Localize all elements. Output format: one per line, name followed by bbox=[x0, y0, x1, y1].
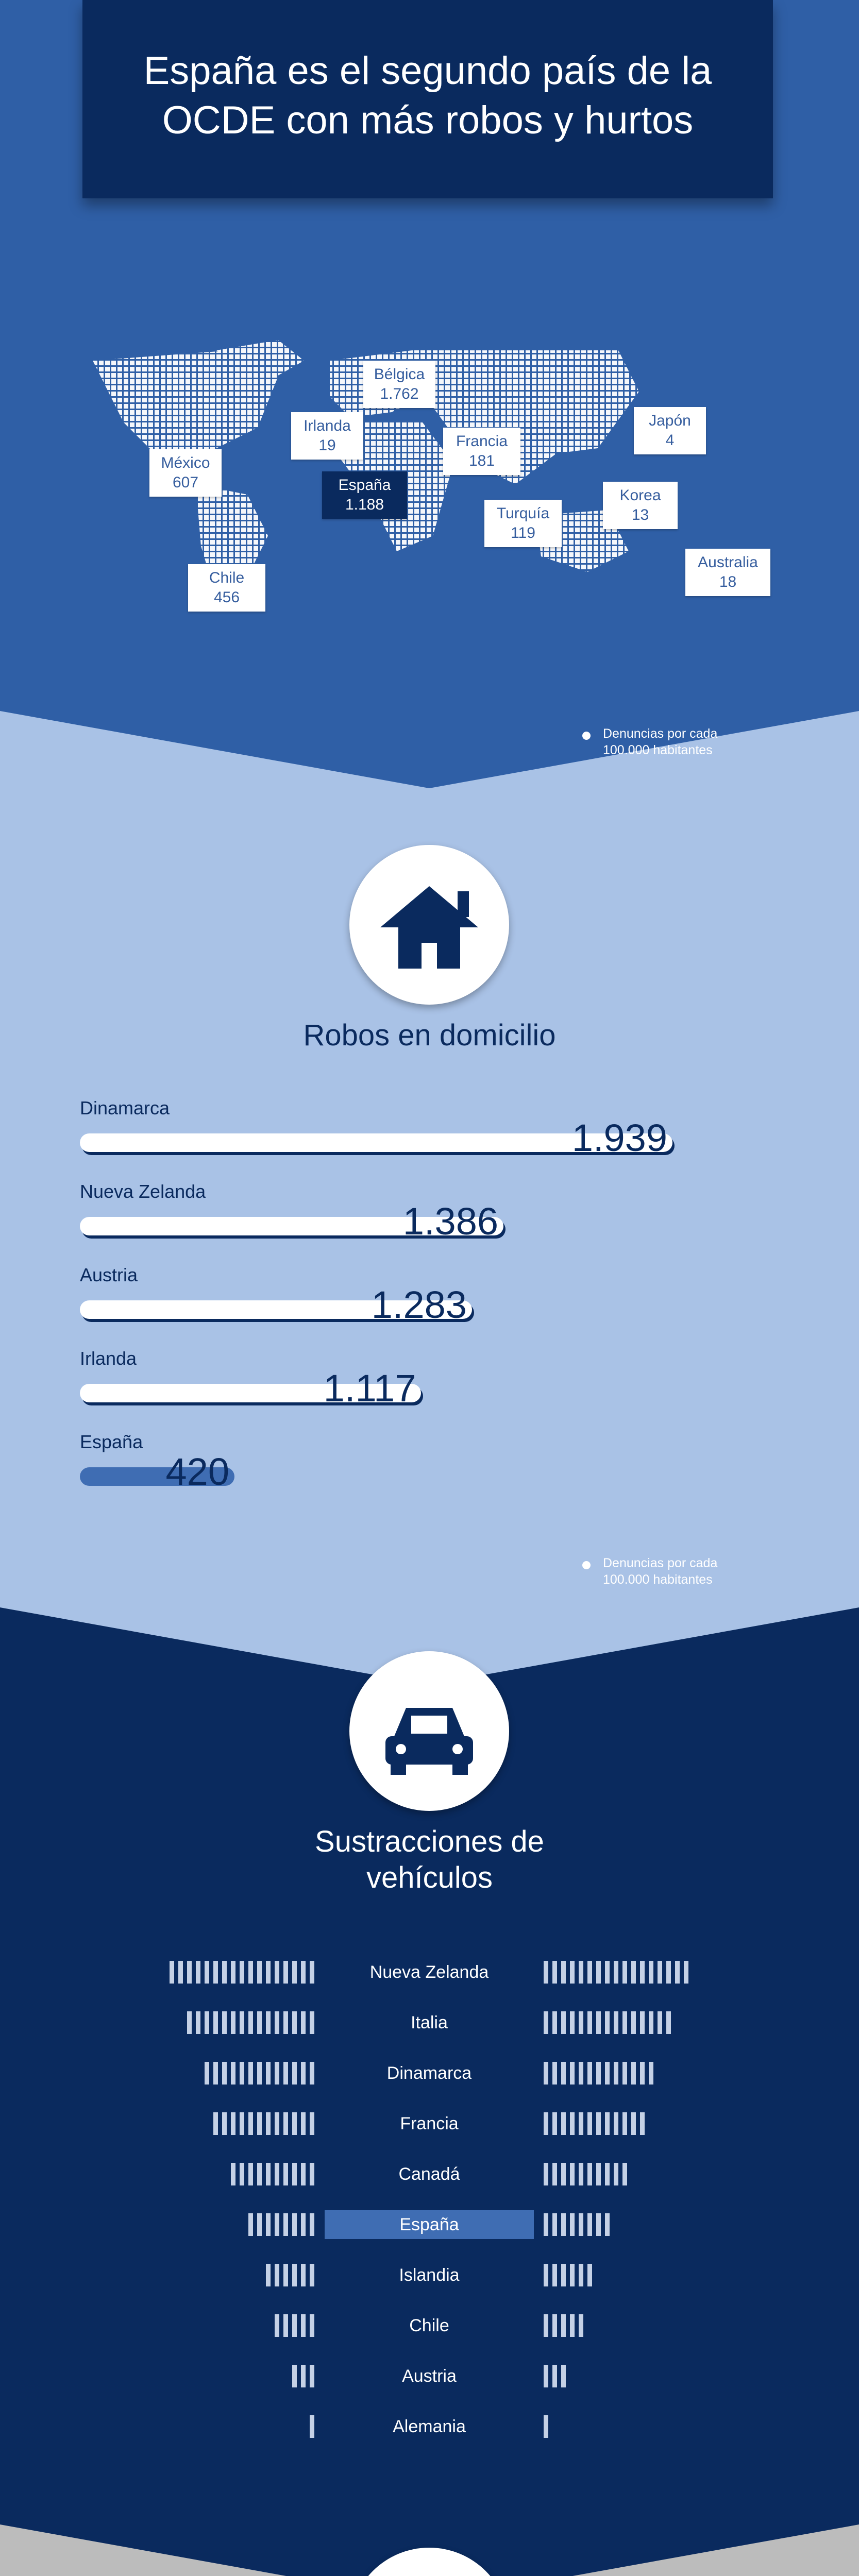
map-tag-country: Japón bbox=[649, 412, 691, 429]
tick-mark bbox=[587, 1961, 592, 1984]
tick-mark bbox=[283, 2011, 288, 2034]
tick-mark bbox=[561, 2314, 566, 2337]
tick-mark bbox=[222, 2011, 227, 2034]
tick-mark bbox=[310, 2365, 314, 2387]
tick-mark bbox=[275, 2011, 279, 2034]
tick-mark bbox=[587, 2062, 592, 2084]
tick-mark bbox=[248, 1961, 253, 1984]
vehiculos-row bbox=[0, 2160, 859, 2191]
tick-mark bbox=[666, 2011, 671, 2034]
tick-mark bbox=[301, 2112, 306, 2135]
tick-mark bbox=[614, 2011, 618, 2034]
vehiculos-row bbox=[0, 2210, 859, 2241]
tick-mark bbox=[310, 2062, 314, 2084]
tick-mark bbox=[579, 2062, 583, 2084]
tick-mark bbox=[622, 2062, 627, 2084]
tick-mark bbox=[248, 2062, 253, 2084]
tick-mark bbox=[292, 2011, 297, 2034]
tick-mark bbox=[283, 2213, 288, 2236]
tick-mark bbox=[248, 2213, 253, 2236]
robos-country-label: Dinamarca bbox=[80, 1097, 170, 1118]
map-footnote bbox=[603, 725, 717, 758]
tick-mark bbox=[552, 2112, 557, 2135]
tick-mark bbox=[231, 2112, 235, 2135]
tick-mark bbox=[196, 1961, 200, 1984]
vehiculos-country-label: Austria bbox=[402, 2366, 457, 2386]
tick-mark bbox=[587, 2112, 592, 2135]
tick-mark bbox=[605, 2011, 610, 2034]
tick-mark bbox=[240, 2062, 244, 2084]
tick-mark bbox=[570, 2062, 575, 2084]
tick-mark bbox=[658, 1961, 662, 1984]
tick-mark bbox=[666, 1961, 671, 1984]
tick-mark bbox=[205, 2062, 209, 2084]
tick-mark bbox=[552, 2314, 557, 2337]
house-icon-circle bbox=[349, 845, 509, 1005]
tick-mark bbox=[292, 2163, 297, 2185]
vehiculos-country-label: Chile bbox=[409, 2316, 449, 2335]
vehiculos-ticks-left bbox=[275, 2314, 314, 2337]
map-tag-country: México bbox=[161, 454, 210, 471]
bullet-icon bbox=[582, 732, 591, 740]
tick-mark bbox=[231, 2163, 235, 2185]
tick-mark bbox=[596, 1961, 601, 1984]
tick-mark bbox=[622, 2163, 627, 2185]
tick-mark bbox=[301, 1961, 306, 1984]
tick-mark bbox=[187, 2011, 192, 2034]
tick-mark bbox=[266, 2264, 271, 2286]
tick-mark bbox=[292, 2062, 297, 2084]
tick-mark bbox=[310, 2163, 314, 2185]
map-tag-value: 181 bbox=[468, 452, 495, 469]
tick-mark bbox=[570, 2213, 575, 2236]
tick-mark bbox=[266, 1961, 271, 1984]
tick-mark bbox=[544, 1961, 548, 1984]
tick-mark bbox=[240, 1961, 244, 1984]
map-tag-value: 18 bbox=[719, 573, 737, 590]
robos-footnote-line-1: Denuncias por cada bbox=[603, 1556, 718, 1570]
tick-mark bbox=[614, 1961, 618, 1984]
tick-mark bbox=[605, 2062, 610, 2084]
vehiculos-ticks-right bbox=[544, 2213, 610, 2236]
tick-mark bbox=[552, 2365, 557, 2387]
tick-mark bbox=[579, 2112, 583, 2135]
tick-mark bbox=[631, 2112, 636, 2135]
map-tag-espana bbox=[322, 471, 407, 519]
vehiculos-ticks-left bbox=[266, 2264, 314, 2286]
tick-mark bbox=[275, 2213, 279, 2236]
tick-mark bbox=[561, 2011, 566, 2034]
tick-mark bbox=[240, 2163, 244, 2185]
tick-mark bbox=[283, 1961, 288, 1984]
vehiculos-ticks-right bbox=[544, 2011, 671, 2034]
tick-mark bbox=[222, 2112, 227, 2135]
tick-mark bbox=[292, 2264, 297, 2286]
tick-mark bbox=[579, 2011, 583, 2034]
tick-mark bbox=[596, 2011, 601, 2034]
tick-mark bbox=[240, 2112, 244, 2135]
tick-mark bbox=[283, 2112, 288, 2135]
tick-mark bbox=[631, 2011, 636, 2034]
robos-footnote-line-2: 100.000 habitantes bbox=[603, 1572, 713, 1587]
house-icon bbox=[349, 845, 509, 1005]
tick-mark bbox=[570, 1961, 575, 1984]
vehiculos-ticks-left bbox=[213, 2112, 314, 2135]
tick-mark bbox=[649, 1961, 653, 1984]
tick-mark bbox=[579, 2163, 583, 2185]
tick-mark bbox=[570, 2163, 575, 2185]
tick-mark bbox=[266, 2213, 271, 2236]
map-tag-country: Turquía bbox=[496, 505, 550, 522]
map-tag-country: Bélgica bbox=[374, 366, 425, 383]
tick-mark bbox=[552, 2264, 557, 2286]
tick-mark bbox=[544, 2365, 548, 2387]
tick-mark bbox=[257, 2163, 262, 2185]
vehiculos-country-label: Italia bbox=[411, 2013, 448, 2032]
tick-mark bbox=[222, 1961, 227, 1984]
tick-mark bbox=[301, 2062, 306, 2084]
tick-mark bbox=[596, 2163, 601, 2185]
map-tag-value: 1.762 bbox=[380, 385, 419, 402]
tick-mark bbox=[605, 2112, 610, 2135]
tick-mark bbox=[257, 1961, 262, 1984]
chevron-divider-1 bbox=[0, 634, 859, 788]
tick-mark bbox=[552, 2011, 557, 2034]
tick-mark bbox=[310, 2314, 314, 2337]
vehiculos-country-label: Islandia bbox=[399, 2265, 460, 2285]
map-tag-chile bbox=[188, 564, 265, 612]
page-title-line-2: OCDE con más robos y hurtos bbox=[162, 98, 694, 142]
tick-mark bbox=[310, 1961, 314, 1984]
vehiculos-ticks-left bbox=[310, 2415, 314, 2438]
tick-mark bbox=[614, 2112, 618, 2135]
vehiculos-country-label: Nueva Zelanda bbox=[369, 1962, 489, 1982]
robos-country-label: Irlanda bbox=[80, 1348, 137, 1369]
robos-country-label: Austria bbox=[80, 1264, 138, 1285]
tick-mark bbox=[640, 2112, 645, 2135]
vehiculos-country-label: Dinamarca bbox=[386, 2063, 472, 2083]
car-icon-circle bbox=[349, 1651, 509, 1811]
robos-value: 1.283 bbox=[371, 1283, 467, 1326]
tick-mark bbox=[561, 1961, 566, 1984]
tick-mark bbox=[231, 1961, 235, 1984]
vehiculos-ticks-right bbox=[544, 1961, 688, 1984]
vehiculos-row bbox=[0, 2261, 859, 2292]
map-footnote-line-1: Denuncias por cada bbox=[603, 726, 718, 741]
vehiculos-ticks-right bbox=[544, 2163, 627, 2185]
tick-mark bbox=[596, 2213, 601, 2236]
robos-value: 420 bbox=[165, 1450, 229, 1493]
vehiculos-ticks-right bbox=[544, 2112, 645, 2135]
tick-mark bbox=[170, 1961, 174, 1984]
vehiculos-ticks-left bbox=[248, 2213, 314, 2236]
tick-mark bbox=[561, 2112, 566, 2135]
tick-mark bbox=[544, 2314, 548, 2337]
tick-mark bbox=[213, 2112, 218, 2135]
tick-mark bbox=[275, 1961, 279, 1984]
tick-mark bbox=[266, 2163, 271, 2185]
map-tag-value: 13 bbox=[631, 506, 649, 523]
map-tag-value: 4 bbox=[665, 432, 675, 449]
vehiculos-country-label: Francia bbox=[400, 2114, 459, 2133]
tick-mark bbox=[213, 2062, 218, 2084]
tick-mark bbox=[561, 2163, 566, 2185]
robos-value: 1.117 bbox=[323, 1367, 416, 1410]
map-tag-value: 456 bbox=[213, 589, 240, 606]
tick-mark bbox=[205, 2011, 209, 2034]
tick-mark bbox=[579, 2314, 583, 2337]
tick-mark bbox=[640, 2062, 645, 2084]
vehiculos-row bbox=[0, 2412, 859, 2443]
tick-mark bbox=[310, 2415, 314, 2438]
vehiculos-ticks-right bbox=[544, 2365, 566, 2387]
tick-mark bbox=[631, 2062, 636, 2084]
map-tag-country: Australia bbox=[698, 554, 758, 571]
tick-mark bbox=[231, 2011, 235, 2034]
map-tag-country: Francia bbox=[456, 433, 508, 450]
vehiculos-ticks-left bbox=[170, 1961, 314, 1984]
vehiculos-title bbox=[0, 1824, 859, 1896]
robos-country-label: España bbox=[80, 1431, 143, 1452]
tick-mark bbox=[283, 2314, 288, 2337]
vehiculos-ticks-right bbox=[544, 2062, 653, 2084]
robos-country-label: Nueva Zelanda bbox=[80, 1181, 206, 1202]
tick-mark bbox=[552, 2062, 557, 2084]
tick-mark bbox=[561, 2062, 566, 2084]
vehiculos-ticks-left bbox=[231, 2163, 314, 2185]
tick-mark bbox=[301, 2314, 306, 2337]
tick-mark bbox=[266, 2062, 271, 2084]
tick-mark bbox=[622, 2011, 627, 2034]
tick-mark bbox=[275, 2264, 279, 2286]
map-tag-korea bbox=[603, 482, 678, 529]
tick-mark bbox=[605, 2213, 610, 2236]
tick-mark bbox=[292, 1961, 297, 1984]
tick-mark bbox=[310, 2011, 314, 2034]
tick-mark bbox=[561, 2264, 566, 2286]
page-title bbox=[82, 46, 773, 145]
tick-mark bbox=[570, 2011, 575, 2034]
tick-mark bbox=[301, 2163, 306, 2185]
tick-mark bbox=[596, 2112, 601, 2135]
map-tag-japon bbox=[634, 407, 706, 454]
map-tag-turquia bbox=[484, 500, 562, 547]
tick-mark bbox=[561, 2213, 566, 2236]
tick-mark bbox=[301, 2365, 306, 2387]
tick-mark bbox=[579, 2213, 583, 2236]
robos-value: 1.939 bbox=[571, 1116, 667, 1159]
tick-mark bbox=[570, 2314, 575, 2337]
robos-footnote bbox=[603, 1555, 717, 1588]
tick-mark bbox=[544, 2264, 548, 2286]
tick-mark bbox=[622, 2112, 627, 2135]
tick-mark bbox=[187, 1961, 192, 1984]
map-tag-value: 607 bbox=[172, 474, 199, 491]
map-tag-mexico bbox=[149, 449, 222, 497]
tick-mark bbox=[196, 2011, 200, 2034]
tick-mark bbox=[257, 2011, 262, 2034]
tick-mark bbox=[544, 2112, 548, 2135]
tick-mark bbox=[248, 2112, 253, 2135]
tick-mark bbox=[240, 2011, 244, 2034]
tick-mark bbox=[605, 1961, 610, 1984]
tick-mark bbox=[310, 2112, 314, 2135]
map-tag-country: España bbox=[338, 477, 391, 494]
map-tag-belgica bbox=[363, 361, 435, 408]
tick-mark bbox=[552, 2163, 557, 2185]
map-tag-country: Irlanda bbox=[304, 417, 351, 434]
tick-mark bbox=[275, 2314, 279, 2337]
tick-mark bbox=[301, 2264, 306, 2286]
tick-mark bbox=[301, 2011, 306, 2034]
robos-title: Robos en domicilio bbox=[303, 1019, 556, 1052]
tick-mark bbox=[596, 2062, 601, 2084]
tick-mark bbox=[552, 2213, 557, 2236]
vehiculos-country-label: Canadá bbox=[398, 2164, 460, 2184]
page-title-line-1: España es el segundo país de la bbox=[143, 49, 712, 93]
tick-mark bbox=[552, 1961, 557, 1984]
vehiculos-title-line-1: Sustracciones de bbox=[315, 1825, 544, 1858]
map-tag-value: 1.188 bbox=[345, 496, 384, 513]
map-tag-irlanda bbox=[291, 412, 363, 460]
tick-mark bbox=[292, 2213, 297, 2236]
tick-mark bbox=[231, 2062, 235, 2084]
vehiculos-row bbox=[0, 2311, 859, 2342]
tick-mark bbox=[248, 2163, 253, 2185]
tick-mark bbox=[544, 2011, 548, 2034]
tick-mark bbox=[248, 2011, 253, 2034]
tick-mark bbox=[587, 2011, 592, 2034]
tick-mark bbox=[257, 2112, 262, 2135]
map-tag-value: 119 bbox=[511, 524, 535, 541]
vehiculos-row bbox=[0, 2109, 859, 2140]
vehiculos-ticks-right bbox=[544, 2415, 548, 2438]
map-tag-francia bbox=[443, 428, 520, 475]
tick-mark bbox=[684, 1961, 688, 1984]
tick-mark bbox=[614, 2062, 618, 2084]
tick-mark bbox=[649, 2011, 653, 2034]
map-tag-australia bbox=[685, 549, 770, 596]
tick-mark bbox=[622, 1961, 627, 1984]
map-tag-country: Korea bbox=[619, 487, 661, 504]
tick-mark bbox=[275, 2062, 279, 2084]
tick-mark bbox=[205, 1961, 209, 1984]
vehiculos-ticks-left bbox=[187, 2011, 314, 2034]
tick-mark bbox=[178, 1961, 183, 1984]
tick-mark bbox=[544, 2062, 548, 2084]
thief-icon-circle bbox=[349, 2548, 509, 2576]
tick-mark bbox=[283, 2264, 288, 2286]
tick-mark bbox=[283, 2062, 288, 2084]
tick-mark bbox=[579, 2264, 583, 2286]
map-tag-value: 19 bbox=[318, 437, 336, 454]
tick-mark bbox=[544, 2415, 548, 2438]
bullet-icon bbox=[582, 1561, 591, 1569]
tick-mark bbox=[605, 2163, 610, 2185]
car-icon bbox=[349, 1651, 509, 1811]
tick-mark bbox=[257, 2213, 262, 2236]
vehiculos-row bbox=[0, 2362, 859, 2393]
tick-mark bbox=[257, 2062, 262, 2084]
tick-mark bbox=[649, 2062, 653, 2084]
thief-icon bbox=[349, 2548, 509, 2576]
tick-mark bbox=[570, 2264, 575, 2286]
tick-mark bbox=[275, 2163, 279, 2185]
tick-mark bbox=[310, 2213, 314, 2236]
vehiculos-row bbox=[0, 2008, 859, 2039]
robos-value: 1.386 bbox=[402, 1200, 499, 1243]
tick-mark bbox=[640, 2011, 645, 2034]
tick-mark bbox=[658, 2011, 662, 2034]
tick-mark bbox=[614, 2163, 618, 2185]
tick-mark bbox=[301, 2213, 306, 2236]
vehiculos-ticks-right bbox=[544, 2314, 583, 2337]
tick-mark bbox=[544, 2163, 548, 2185]
tick-mark bbox=[292, 2314, 297, 2337]
tick-mark bbox=[213, 2011, 218, 2034]
tick-mark bbox=[283, 2163, 288, 2185]
vehiculos-row bbox=[0, 2059, 859, 2090]
tick-mark bbox=[640, 1961, 645, 1984]
tick-mark bbox=[292, 2112, 297, 2135]
tick-mark bbox=[222, 2062, 227, 2084]
tick-mark bbox=[631, 1961, 636, 1984]
vehiculos-ticks-right bbox=[544, 2264, 592, 2286]
map-tag-country: Chile bbox=[209, 569, 245, 586]
vehiculos-row bbox=[0, 1958, 859, 1989]
tick-mark bbox=[587, 2213, 592, 2236]
tick-mark bbox=[266, 2011, 271, 2034]
vehiculos-ticks-left bbox=[292, 2365, 314, 2387]
tick-mark bbox=[544, 2213, 548, 2236]
tick-mark bbox=[266, 2112, 271, 2135]
tick-mark bbox=[275, 2112, 279, 2135]
tick-mark bbox=[213, 1961, 218, 1984]
vehiculos-country-label: Alemania bbox=[393, 2417, 466, 2436]
map-footnote-line-2: 100.000 habitantes bbox=[603, 743, 713, 757]
vehiculos-ticks-left bbox=[205, 2062, 314, 2084]
vehiculos-country-label: España bbox=[325, 2210, 534, 2239]
tick-mark bbox=[675, 1961, 680, 1984]
tick-mark bbox=[587, 2264, 592, 2286]
tick-mark bbox=[310, 2264, 314, 2286]
tick-mark bbox=[561, 2365, 566, 2387]
vehiculos-title-line-2: vehículos bbox=[366, 1861, 493, 1894]
tick-mark bbox=[587, 2163, 592, 2185]
tick-mark bbox=[579, 1961, 583, 1984]
tick-mark bbox=[292, 2365, 297, 2387]
tick-mark bbox=[570, 2112, 575, 2135]
